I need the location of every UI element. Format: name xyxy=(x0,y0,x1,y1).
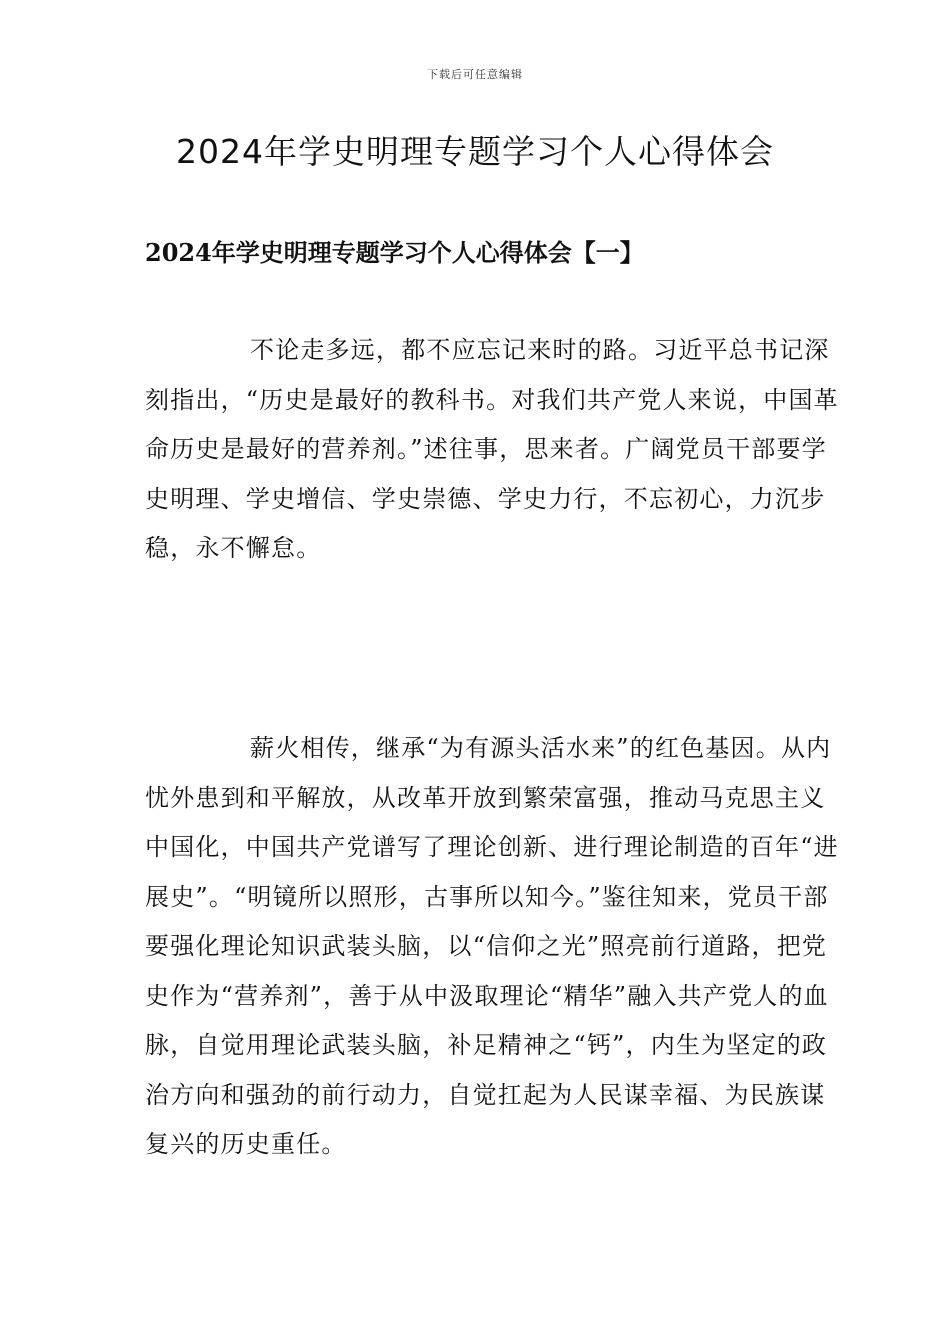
document-title: 2024年学史明理专题学习个人心得体会 xyxy=(176,132,774,171)
section-heading: 2024年学史明理专题学习个人心得体会【一】 xyxy=(145,238,644,267)
paragraph-2: 薪火相传，继承“为有源头活水来”的红色基因。从内忧外患到和平解放，从改革开放到繁荣富强，推动马克思主义中国化，中国共产党谱写了理论创新、进行理论制造的百年“进展史”。“明镜所以照形，古事所以知今。”鉴往知来，党员干部要强化理论知识武装头脑，以“信仰之光”照亮前行道路，把党史作为“营养剂”，善于从中汲取理论“精华”融入共产党人的血脉，自觉用理论武装头脑，补足精神之“钙”，内生为坚定的政治方向和强劲的前行动力，自觉扛起为人民谋幸福、为民族谋复兴的历史重任。 xyxy=(145,734,839,1158)
header-note: 下载后可任意编辑 xyxy=(427,68,523,81)
paragraph-1: 不论走多远，都不应忘记来时的路。习近平总书记深刻指出，“历史是最好的教科书。对我们共产党人来说，中国革命历史是最好的营养剂。”述往事，思来者。广阔党员干部要学史明理、学史增信、学史崇德、学史力行，不忘初心，力沉步稳，永不懈怠。 xyxy=(145,336,839,562)
